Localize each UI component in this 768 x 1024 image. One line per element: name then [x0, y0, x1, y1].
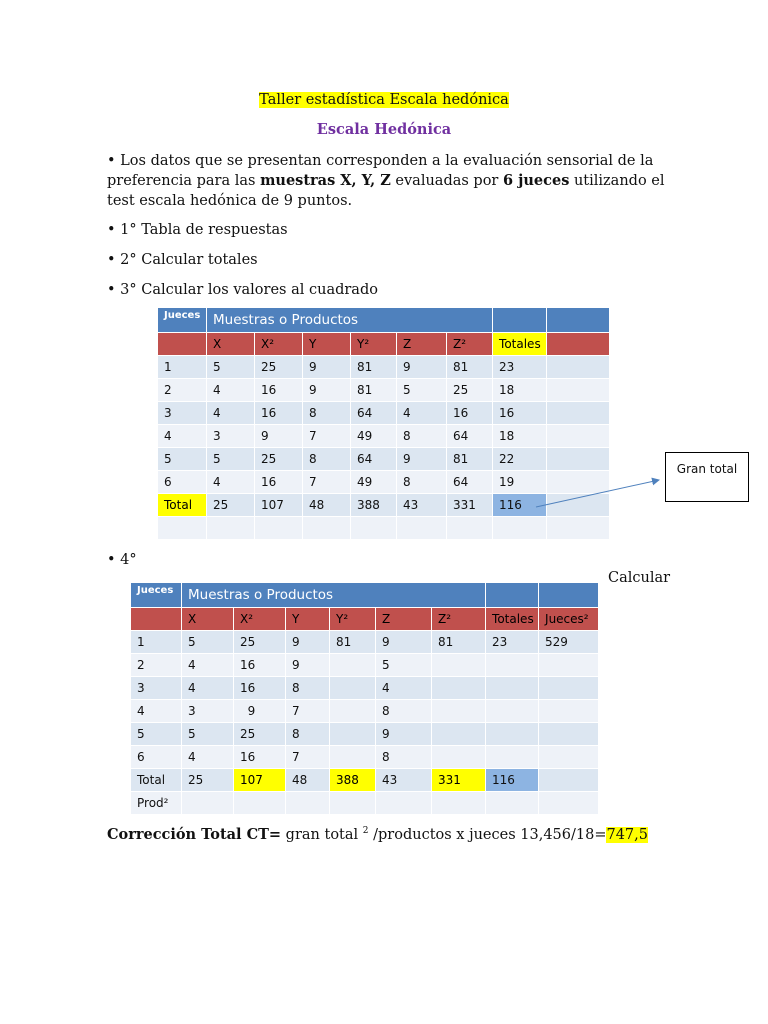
table-cell: 81 — [432, 631, 486, 654]
title-text: Taller estadística Escala hedónica — [259, 92, 509, 108]
table-cell: 9 — [286, 631, 330, 654]
table-cell — [539, 746, 599, 769]
column-header: Totales — [486, 608, 539, 631]
table-cell: 6 — [131, 746, 182, 769]
intro-text-1: • Los datos que se presentan corresponden a la evaluación sensorial de la preferencia para las — [107, 153, 654, 189]
column-header: Y — [303, 333, 351, 356]
formula-text-2: /productos x jueces 13,456/18= — [368, 827, 607, 843]
table-cell: 64 — [351, 402, 397, 425]
table-cell: Total — [131, 769, 182, 792]
intro-bold-1: muestras X, Y, Z — [260, 172, 391, 189]
formula-sup: 2 — [362, 826, 369, 837]
table-cell: 116 — [493, 494, 547, 517]
table-cell: 25 — [182, 769, 234, 792]
column-header — [547, 333, 610, 356]
table-cell — [158, 517, 207, 540]
table-cell: 331 — [432, 769, 486, 792]
table-cell — [539, 769, 599, 792]
table-cell — [486, 654, 539, 677]
table-cell: 16 — [255, 402, 303, 425]
table-cell: 22 — [493, 448, 547, 471]
table-cell: 16 — [447, 402, 493, 425]
table-cell: Prod² — [131, 792, 182, 815]
table-cell — [432, 700, 486, 723]
table-cell: 4 — [182, 677, 234, 700]
column-header — [131, 608, 182, 631]
table-cell: 5 — [397, 379, 447, 402]
table-cell — [182, 792, 234, 815]
header-cell — [493, 308, 547, 333]
table-row — [158, 494, 610, 517]
table-cell — [286, 792, 330, 815]
table-row — [158, 379, 610, 402]
table-cell: 9 — [303, 379, 351, 402]
table-cell: 9 — [303, 356, 351, 379]
table-cell — [207, 517, 255, 540]
table-cell: 16 — [234, 746, 286, 769]
table-cell — [547, 402, 610, 425]
table-cell — [486, 723, 539, 746]
table-cell: 49 — [351, 425, 397, 448]
column-header: Z — [397, 333, 447, 356]
table-cell — [547, 448, 610, 471]
formula-text-1: gran total — [281, 827, 363, 843]
table-cell: 1 — [131, 631, 182, 654]
table-cell — [486, 746, 539, 769]
table-cell: 7 — [303, 471, 351, 494]
step-2: • 2° Calcular totales — [107, 252, 258, 268]
table-cell: 25 — [447, 379, 493, 402]
table-row — [131, 746, 599, 769]
table-cell — [351, 517, 397, 540]
table-cell: 8 — [376, 746, 432, 769]
table-cell — [447, 517, 493, 540]
table-row — [158, 517, 610, 540]
table-cell — [234, 792, 286, 815]
table-cell: 5 — [376, 654, 432, 677]
column-header — [158, 333, 207, 356]
table-cell — [330, 746, 376, 769]
table-cell: 25 — [234, 723, 286, 746]
table-responses-1 — [157, 307, 610, 540]
table-cell — [432, 746, 486, 769]
table-cell — [539, 723, 599, 746]
table-cell: 81 — [330, 631, 376, 654]
table-cell: 3 — [182, 700, 234, 723]
table-cell: 48 — [286, 769, 330, 792]
table-row — [158, 471, 610, 494]
table-row — [131, 769, 599, 792]
step-1: • 1° Tabla de respuestas — [107, 222, 288, 238]
table-cell — [486, 677, 539, 700]
table-cell: 81 — [447, 448, 493, 471]
table-cell: 81 — [351, 379, 397, 402]
table-cell: 3 — [207, 425, 255, 448]
table-cell: 23 — [486, 631, 539, 654]
column-header: Y² — [330, 608, 376, 631]
table-cell: 5 — [131, 723, 182, 746]
table-cell: 529 — [539, 631, 599, 654]
table-cell — [303, 517, 351, 540]
table-cell: 16 — [493, 402, 547, 425]
table-cell — [493, 517, 547, 540]
table-cell: 25 — [234, 631, 286, 654]
table-cell: 9 — [234, 700, 286, 723]
table-cell: 43 — [397, 494, 447, 517]
table-cell: 16 — [234, 654, 286, 677]
table-cell: 4 — [182, 654, 234, 677]
table-row — [131, 792, 599, 815]
table-cell: 64 — [351, 448, 397, 471]
table-cell: 25 — [255, 448, 303, 471]
header-cell — [539, 583, 599, 608]
table-cell: 116 — [486, 769, 539, 792]
intro-text-2: evaluadas por — [390, 173, 503, 189]
table-cell: 5 — [182, 631, 234, 654]
column-header: X — [207, 333, 255, 356]
step-3: • 3° Calcular los valores al cuadrado — [107, 282, 378, 298]
table-cell — [330, 723, 376, 746]
table-cell: 9 — [376, 631, 432, 654]
table-cell: 8 — [397, 471, 447, 494]
step-4: • 4° — [107, 552, 137, 568]
column-header: Z² — [447, 333, 493, 356]
table-cell: 5 — [158, 448, 207, 471]
table-cell: 6 — [158, 471, 207, 494]
formula-bold: Corrección Total CT= — [107, 826, 282, 843]
table-cell — [547, 356, 610, 379]
table-row — [158, 448, 610, 471]
table-cell: 8 — [303, 402, 351, 425]
table-cell — [432, 654, 486, 677]
table-cell — [432, 677, 486, 700]
table-cell: 331 — [447, 494, 493, 517]
table-cell: 81 — [447, 356, 493, 379]
table-cell: 4 — [131, 700, 182, 723]
table-cell: 2 — [158, 379, 207, 402]
table-cell: 25 — [207, 494, 255, 517]
table-cell — [330, 792, 376, 815]
formula-line — [107, 826, 648, 843]
table-cell: 8 — [397, 425, 447, 448]
table-cell: 4 — [182, 746, 234, 769]
table-cell: 7 — [286, 700, 330, 723]
formula-result: 747,5 — [606, 827, 648, 843]
intro-bold-2: 6 jueces — [502, 172, 570, 189]
table-cell: 4 — [376, 677, 432, 700]
table-cell: 8 — [303, 448, 351, 471]
table-cell: 4 — [207, 402, 255, 425]
table-cell: 25 — [255, 356, 303, 379]
table-cell: 16 — [255, 471, 303, 494]
table-cell: 5 — [207, 356, 255, 379]
table-cell: 5 — [182, 723, 234, 746]
header-cell — [486, 583, 539, 608]
table-cell: 4 — [207, 471, 255, 494]
column-header: X² — [255, 333, 303, 356]
column-header: X² — [234, 608, 286, 631]
table-cell: 9 — [255, 425, 303, 448]
table-cell: 3 — [131, 677, 182, 700]
intro-text-3: utilizando el test escala hedónica de 9 puntos. — [107, 173, 665, 209]
table-row — [131, 631, 599, 654]
table-cell: 2 — [131, 654, 182, 677]
document-title — [0, 92, 768, 108]
table-cell — [539, 700, 599, 723]
table-cell: 19 — [493, 471, 547, 494]
table-responses-2 — [130, 582, 599, 815]
table-row — [158, 402, 610, 425]
table-cell — [547, 425, 610, 448]
table-cell: 388 — [330, 769, 376, 792]
table-cell: 43 — [376, 769, 432, 792]
table-cell: 4 — [207, 379, 255, 402]
table-cell: 1 — [158, 356, 207, 379]
jueces-header: Jueces — [158, 308, 207, 333]
table-cell: Total — [158, 494, 207, 517]
table-cell: 9 — [397, 356, 447, 379]
calcular-label: Calcular — [608, 570, 671, 586]
table-row — [131, 677, 599, 700]
table-cell: 48 — [303, 494, 351, 517]
table-cell — [432, 723, 486, 746]
table-cell: 9 — [286, 654, 330, 677]
column-header: X — [182, 608, 234, 631]
table-cell: 4 — [397, 402, 447, 425]
table-cell: 49 — [351, 471, 397, 494]
table-cell — [330, 654, 376, 677]
table-cell — [255, 517, 303, 540]
jueces-header: Jueces — [131, 583, 182, 608]
table-row — [158, 356, 610, 379]
table-cell: 107 — [234, 769, 286, 792]
table-cell: 18 — [493, 425, 547, 448]
column-header: Totales — [493, 333, 547, 356]
table-cell: 64 — [447, 425, 493, 448]
muestras-header: Muestras o Productos — [207, 308, 493, 333]
gran-total-callout: Gran total — [665, 452, 749, 502]
table-cell — [539, 792, 599, 815]
table-cell: 16 — [234, 677, 286, 700]
table-row — [131, 654, 599, 677]
table-cell: 7 — [303, 425, 351, 448]
column-header: Y — [286, 608, 330, 631]
table-cell: 4 — [158, 425, 207, 448]
table-cell: 3 — [158, 402, 207, 425]
table-cell: 23 — [493, 356, 547, 379]
column-header: Jueces² — [539, 608, 599, 631]
table-row — [158, 425, 610, 448]
table-cell — [330, 700, 376, 723]
table-cell: 7 — [286, 746, 330, 769]
table-cell: 64 — [447, 471, 493, 494]
muestras-header: Muestras o Productos — [182, 583, 486, 608]
column-header: Y² — [351, 333, 397, 356]
header-cell — [547, 308, 610, 333]
table-cell: 8 — [376, 700, 432, 723]
table-cell — [547, 517, 610, 540]
table-row — [131, 700, 599, 723]
table-cell — [547, 494, 610, 517]
table-cell — [432, 792, 486, 815]
column-header: Z — [376, 608, 432, 631]
table-cell: 107 — [255, 494, 303, 517]
table-cell — [376, 792, 432, 815]
table-cell: 9 — [397, 448, 447, 471]
table-cell: 8 — [286, 723, 330, 746]
table-cell: 18 — [493, 379, 547, 402]
table-cell — [486, 792, 539, 815]
table-cell: 16 — [255, 379, 303, 402]
table-row — [131, 723, 599, 746]
table-cell — [547, 379, 610, 402]
document-subtitle: Escala Hedónica — [316, 121, 452, 138]
table-cell: 9 — [376, 723, 432, 746]
column-header: Z² — [432, 608, 486, 631]
table-cell: 81 — [351, 356, 397, 379]
table-cell — [330, 677, 376, 700]
table-cell — [539, 654, 599, 677]
table-cell — [397, 517, 447, 540]
table-cell: 388 — [351, 494, 397, 517]
table-cell: 5 — [207, 448, 255, 471]
table-cell: 8 — [286, 677, 330, 700]
intro-paragraph — [107, 151, 667, 211]
table-cell — [539, 677, 599, 700]
table-cell — [547, 471, 610, 494]
table-cell — [486, 700, 539, 723]
